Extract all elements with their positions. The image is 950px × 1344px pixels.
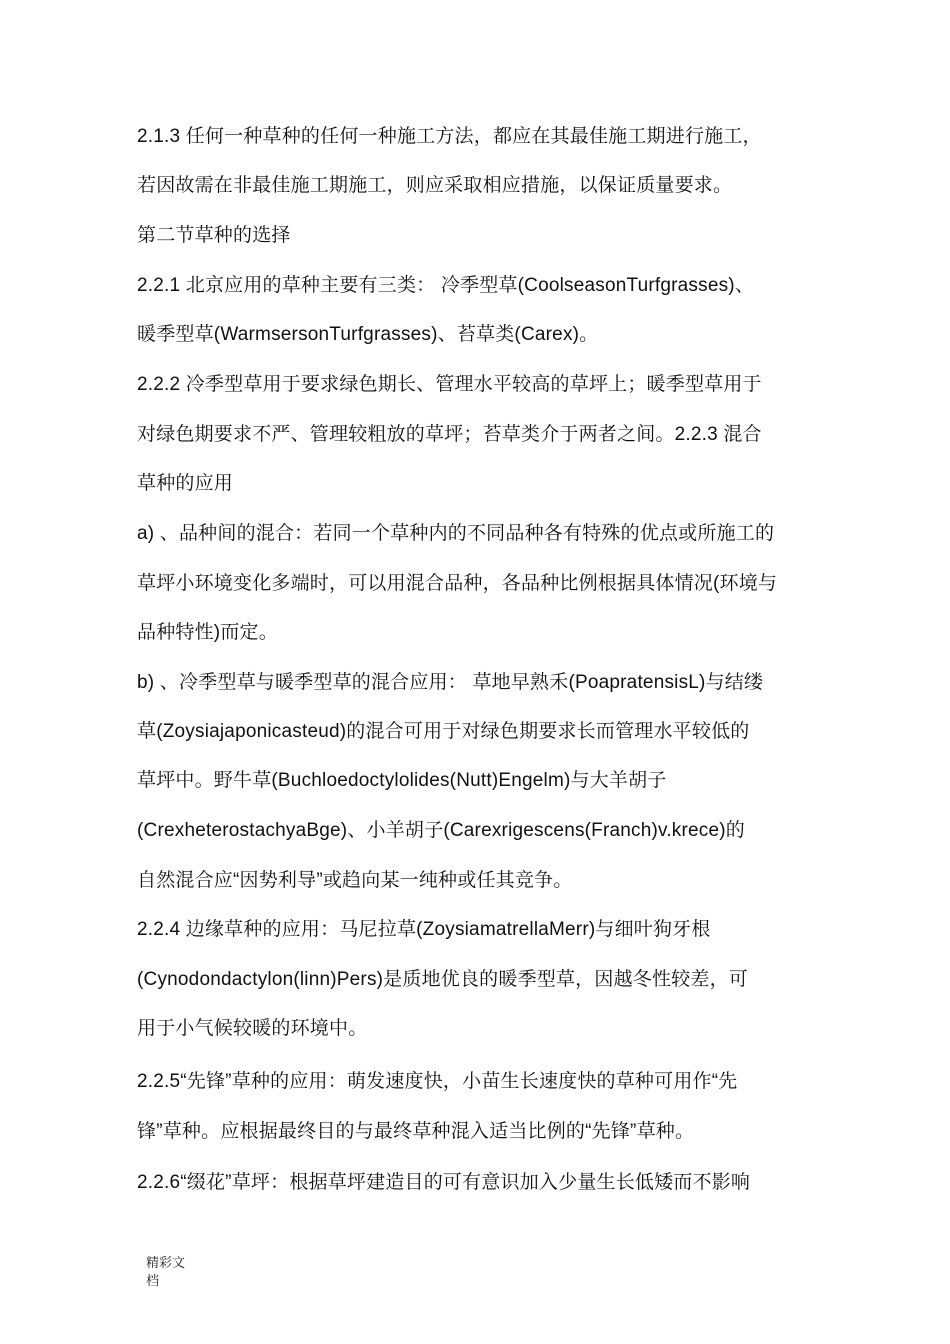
text-line: 草(Zoysiajaponicasteud)的混合可用于对绿色期要求长而管理水平较低的 <box>137 721 750 742</box>
text-line: 用于小气候较暖的环境中。 <box>137 1018 368 1039</box>
text-line: 暖季型草(WarmsersonTurfgrasses)、苔草类(Carex)。 <box>137 324 599 345</box>
text-line: (CrexheterostachyaBge)、小羊胡子(Carexrigescens(Franch)v.krece)的 <box>137 820 745 841</box>
text-line: 若因故需在非最佳施工期施工，则应采取相应措施，以保证质量要求。 <box>137 175 733 196</box>
text-line: 2.2.4 边缘草种的应用：马尼拉草(ZoysiamatrellaMerr)与细叶狗牙根 <box>137 919 711 940</box>
text-line: 锋”草种。应根据最终目的与最终草种混入适当比例的“先锋”草种。 <box>137 1121 695 1142</box>
text-line: 2.1.3 任何一种草种的任何一种施工方法，都应在其最佳施工期进行施工， <box>137 126 762 147</box>
text-line: 品种特性)而定。 <box>137 622 278 643</box>
text-line: 2.2.5“先锋”草种的应用：萌发速度快，小苗生长速度快的草种可用作“先 <box>137 1071 738 1092</box>
section-heading: 第二节草种的选择 <box>137 225 291 246</box>
text-line: a) 、品种间的混合：若同一个草种内的不同品种各有特殊的优点或所施工的 <box>137 523 775 544</box>
footer-line: 精彩文 <box>146 1256 186 1271</box>
text-line: 草坪小环境变化多端时，可以用混合品种，各品种比例根据具体情况(环境与 <box>137 573 778 594</box>
text-line: 草种的应用 <box>137 473 234 494</box>
text-line: b) 、冷季型草与暖季型草的混合应用： 草地早熟禾(PoapratensisL)与结缕 <box>137 672 764 693</box>
footer-watermark <box>146 1255 185 1291</box>
text-line: 对绿色期要求不严、管理较粗放的草坪；苔草类介于两者之间。2.2.3 混合 <box>137 424 762 445</box>
text-line: 2.2.2 冷季型草用于要求绿色期长、管理水平较高的草坪上；暖季型草用于 <box>137 374 762 395</box>
text-line: 自然混合应“因势利导”或趋向某一纯种或任其竞争。 <box>137 870 573 891</box>
text-line: (Cynodondactylon(linn)Pers)是质地优良的暖季型草，因越冬性较差，可 <box>137 969 748 990</box>
text-line: 2.2.6“缀花”草坪：根据草坪建造目的可有意识加入少量生长低矮而不影响 <box>137 1172 751 1193</box>
footer-line: 档 <box>146 1274 160 1289</box>
text-line: 草坪中。野牛草(Buchloedoctylolides(Nutt)Engelm)与大羊胡子 <box>137 770 667 791</box>
text-line: 2.2.1 北京应用的草种主要有三类： 冷季型草(CoolseasonTurfgrasses)、 <box>137 275 755 296</box>
